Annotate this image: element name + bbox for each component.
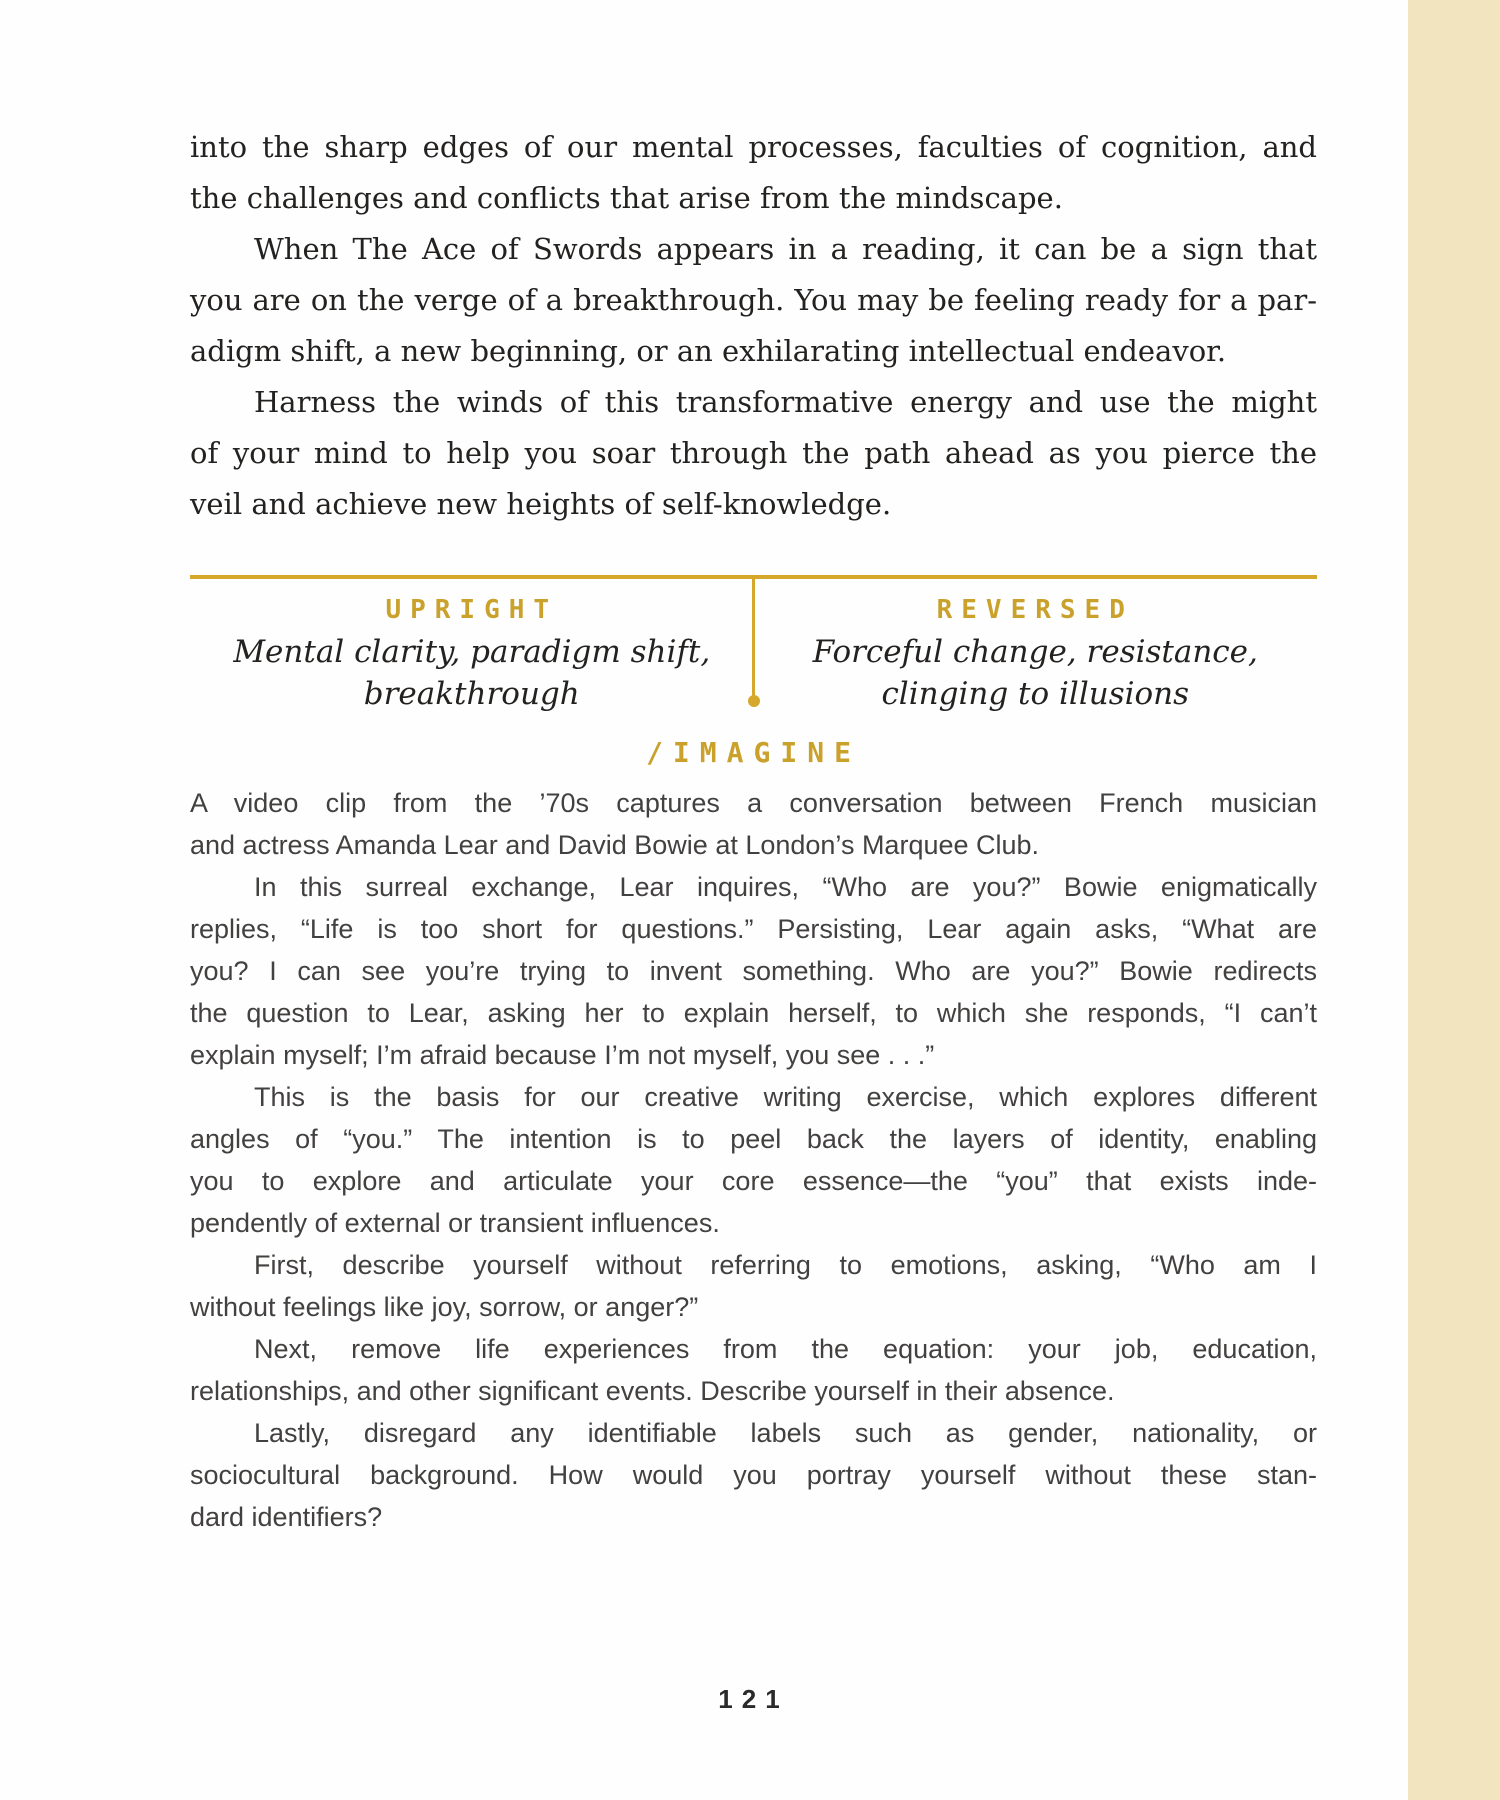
text-line: Harness the winds of this transformative energy and use the might [254, 385, 1317, 419]
paragraph [190, 224, 1317, 377]
reversed-keywords [754, 631, 1318, 715]
imagine-text-section [190, 782, 1317, 1538]
keyword-line: clinging to illusions [881, 676, 1190, 712]
text-line: you? I can see you’re trying to invent something. Who are you?” Bowie redirects [190, 956, 1317, 986]
paragraph [190, 1412, 1317, 1538]
keyword-line: breakthrough [363, 676, 580, 712]
text-line: into the sharp edges of our mental processes, faculties of cognition, and [190, 130, 1317, 164]
keyword-line: Mental clarity, paradigm shift, [233, 634, 711, 670]
keyword-line: Forceful change, resistance, [812, 634, 1258, 670]
reversed-column [754, 579, 1318, 715]
text-line: This is the basis for our creative writing exercise, which explores different [254, 1082, 1317, 1112]
paragraph [190, 1244, 1317, 1328]
intro-text-section [190, 122, 1317, 530]
text-line: When The Ace of Swords appears in a reading, it can be a sign that [254, 232, 1317, 266]
text-line: the question to Lear, asking her to explain herself, to which she responds, “I can’t [190, 998, 1317, 1028]
text-line: explain myself; I’m afraid because I’m not myself, you see . . .” [190, 1040, 935, 1070]
keywords-section [190, 575, 1317, 715]
text-line: you are on the verge of a breakthrough. You may be feeling ready for a par- [190, 283, 1317, 317]
imagine-heading: /IMAGINE [646, 736, 861, 769]
text-line: angles of “you.” The intention is to peel back the layers of identity, enabling [190, 1124, 1317, 1154]
vertical-divider-line [752, 579, 755, 697]
text-line: relationships, and other significant events. Describe yourself in their absence. [190, 1376, 1115, 1406]
text-line: without feelings like joy, sorrow, or anger?” [190, 1292, 699, 1322]
reversed-heading: REVERSED [936, 595, 1134, 625]
upright-heading: UPRIGHT [385, 595, 559, 625]
upright-column [190, 579, 754, 715]
text-line: A video clip from the ’70s captures a conversation between French musician [190, 788, 1317, 818]
upright-keywords [190, 631, 754, 715]
text-line: Next, remove life experiences from the equation: your job, education, [254, 1334, 1317, 1364]
text-line: you to explore and articulate your core essence—the “you” that exists inde- [190, 1166, 1317, 1196]
paragraph [190, 782, 1317, 866]
paragraph [190, 122, 1317, 224]
text-line: sociocultural background. How would you portray yourself without these stan- [190, 1460, 1317, 1490]
text-line: First, describe yourself without referring to emotions, asking, “Who am I [254, 1250, 1317, 1280]
page-number: 121 [718, 1684, 789, 1714]
page-edge-strip [1408, 0, 1500, 1800]
text-line: replies, “Life is too short for questions.” Persisting, Lear again asks, “What are [190, 914, 1317, 944]
text-line: pendently of external or transient influences. [190, 1208, 720, 1238]
text-line: dard identifiers? [190, 1502, 383, 1532]
text-line: In this surreal exchange, Lear inquires, “Who are you?” Bowie enigmatically [254, 872, 1317, 902]
paragraph [190, 1076, 1317, 1244]
text-line: of your mind to help you soar through the path ahead as you pierce the [190, 436, 1317, 470]
text-line: veil and achieve new heights of self-knowledge. [190, 487, 892, 521]
text-line: adigm shift, a new beginning, or an exhilarating intellectual endeavor. [190, 334, 1227, 368]
paragraph [190, 377, 1317, 530]
paragraph [190, 866, 1317, 1076]
text-line: the challenges and conflicts that arise from the mindscape. [190, 181, 1063, 215]
text-line: Lastly, disregard any identifiable labels such as gender, nationality, or [254, 1418, 1317, 1448]
text-line: and actress Amanda Lear and David Bowie at London’s Marquee Club. [190, 830, 1040, 860]
paragraph [190, 1328, 1317, 1412]
